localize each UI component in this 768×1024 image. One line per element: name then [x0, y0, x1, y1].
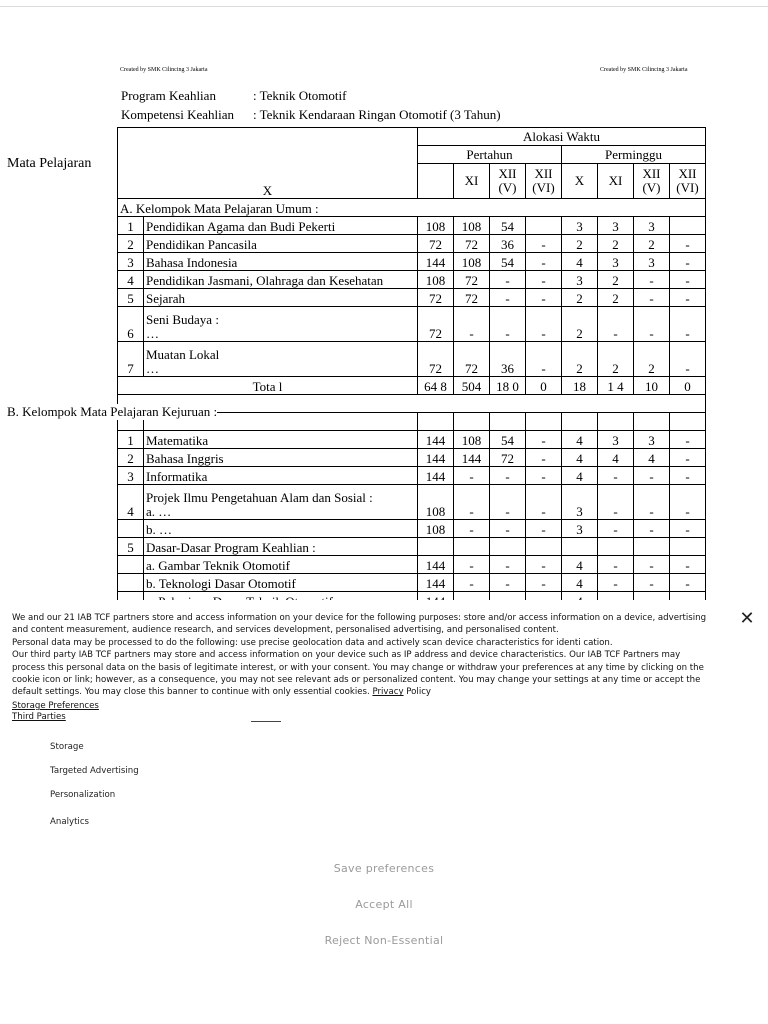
- row-number: 4: [118, 485, 144, 520]
- value-cell: -: [670, 449, 706, 467]
- value-cell: -: [526, 342, 562, 377]
- period-header: XII (V): [634, 164, 670, 199]
- value-cell: -: [598, 556, 634, 574]
- subject-name: [144, 467, 418, 485]
- empty-cell: [670, 413, 706, 431]
- value-cell: 108: [454, 431, 490, 449]
- value-cell: 108: [418, 271, 454, 289]
- subject-label: Informatika: [146, 469, 208, 484]
- value-cell: -: [526, 289, 562, 307]
- accept-all-button[interactable]: Accept All: [355, 898, 413, 911]
- value-cell: 2: [562, 235, 598, 253]
- value-cell: 4: [562, 253, 598, 271]
- value-cell: -: [454, 467, 490, 485]
- value-cell: 3: [634, 431, 670, 449]
- table-row: [118, 431, 706, 449]
- empty-cell: [562, 413, 598, 431]
- period-header: [418, 164, 454, 199]
- cookie-consent-banner: [0, 600, 768, 1024]
- value-cell: 3: [598, 253, 634, 271]
- row-number: [118, 556, 144, 574]
- kompetensi-value: : Teknik Kendaraan Ringan Otomotif (3 Tahun): [253, 107, 501, 122]
- total-label: Tota l: [118, 377, 418, 395]
- value-cell: -: [526, 431, 562, 449]
- value-cell: 4: [634, 449, 670, 467]
- consent-paragraph-3: Our third party IAB TCF partners may store and access information on your device such as IP address and device characteristics. Our IAB TCF Partners may process this personal data on the basis of legitimate interest, or with your consent. You may change or withdraw your preferences at any time by clicking on the cookie icon or link; however, as a consequence, you may not see relevant ads or personalized content. You may change your settings at any time or accept the default settings. You may close this banner to continue with only essential cookies. Privacy Policy: [12, 650, 704, 698]
- value-cell: 4: [598, 449, 634, 467]
- period-header: XII (V): [490, 164, 526, 199]
- value-cell: 144: [418, 574, 454, 592]
- value-cell: -: [526, 271, 562, 289]
- value-cell: -: [634, 467, 670, 485]
- subject-name: [144, 307, 418, 342]
- value-cell: -: [634, 556, 670, 574]
- empty-cell: [598, 413, 634, 431]
- total-cell: 1 4: [598, 377, 634, 395]
- mata-pelajaran-label: Mata Pelajaran: [7, 156, 92, 171]
- row-number: 1: [118, 217, 144, 235]
- pertahun-header: Pertahun: [418, 146, 562, 164]
- subject-name: [144, 271, 418, 289]
- consent-text: [12, 612, 712, 699]
- value-cell: -: [490, 574, 526, 592]
- value-cell: 72: [418, 342, 454, 377]
- consent-links: [12, 701, 99, 723]
- row-number: [118, 520, 144, 538]
- total-cell: 0: [526, 377, 562, 395]
- kompetensi-row: [121, 107, 501, 123]
- value-cell: 144: [418, 431, 454, 449]
- kompetensi-label: Kompetensi Keahlian: [121, 107, 234, 122]
- subject-label: Pendidikan Agama dan Budi Pekerti: [146, 219, 336, 234]
- subject-label: Muatan Lokal: [146, 347, 220, 362]
- close-icon[interactable]: ✕: [739, 608, 755, 629]
- table-row: [118, 520, 706, 538]
- curriculum-table: [117, 127, 706, 610]
- value-cell: -: [598, 520, 634, 538]
- table-row: [118, 289, 706, 307]
- subject-sub-label: a. …: [146, 504, 172, 519]
- program-value: : Teknik Otomotif: [253, 88, 347, 103]
- value-cell: -: [490, 307, 526, 342]
- subject-label: Pendidikan Jasmani, Olahraga dan Kesehatan: [146, 273, 384, 288]
- row-number: 4: [118, 271, 144, 289]
- subject-label: b. Teknologi Dasar Otomotif: [146, 576, 296, 591]
- value-cell: 2: [562, 342, 598, 377]
- row-number: 3: [118, 467, 144, 485]
- category-personalization[interactable]: Personalization: [50, 790, 116, 800]
- value-cell: 72: [454, 342, 490, 377]
- subject-label: b. …: [146, 522, 172, 537]
- row-number: 3: [118, 253, 144, 271]
- table-row: [118, 538, 706, 556]
- value-cell: -: [598, 467, 634, 485]
- empty-cell: [634, 413, 670, 431]
- value-cell: -: [490, 467, 526, 485]
- subject-header-cell: X: [118, 128, 418, 199]
- value-cell: 144: [418, 253, 454, 271]
- value-cell: [634, 538, 670, 556]
- value-cell: -: [670, 307, 706, 342]
- value-cell: [670, 217, 706, 235]
- value-cell: -: [454, 556, 490, 574]
- value-cell: -: [634, 574, 670, 592]
- value-cell: 144: [418, 449, 454, 467]
- value-cell: 36: [490, 235, 526, 253]
- credit-left: Created by SMK Cilincing 3 Jakarta: [120, 67, 208, 73]
- subject-name: [144, 574, 418, 592]
- category-analytics[interactable]: Analytics: [50, 817, 90, 827]
- period-header: XII (VI): [526, 164, 562, 199]
- value-cell: -: [670, 520, 706, 538]
- value-cell: 108: [454, 253, 490, 271]
- subject-name: [144, 520, 418, 538]
- value-cell: -: [526, 253, 562, 271]
- total-cell: 64 8: [418, 377, 454, 395]
- subject-label: Seni Budaya :: [146, 312, 219, 327]
- row-number: 2: [118, 449, 144, 467]
- program-label: Program Keahlian: [121, 88, 216, 103]
- credit-right: Created by SMK Cilincing 3 Jakarta: [600, 67, 688, 73]
- alokasi-header: Alokasi Waktu: [418, 128, 706, 146]
- value-cell: 2: [598, 289, 634, 307]
- value-cell: 3: [598, 431, 634, 449]
- value-cell: [454, 538, 490, 556]
- value-cell: 108: [418, 217, 454, 235]
- divider: [251, 721, 281, 722]
- subject-name: [144, 235, 418, 253]
- value-cell: -: [526, 307, 562, 342]
- value-cell: -: [526, 520, 562, 538]
- subject-label: Bahasa Inggris: [146, 451, 224, 466]
- value-cell: -: [526, 574, 562, 592]
- subject-label: Pendidikan Pancasila: [146, 237, 257, 252]
- row-number: [118, 574, 144, 592]
- value-cell: [598, 538, 634, 556]
- empty-cell: [526, 413, 562, 431]
- total-cell: 0: [670, 377, 706, 395]
- value-cell: -: [490, 271, 526, 289]
- value-cell: 4: [562, 556, 598, 574]
- value-cell: -: [598, 485, 634, 520]
- subject-name: [144, 289, 418, 307]
- total-row: [118, 377, 706, 395]
- table-row: [118, 342, 706, 377]
- value-cell: 144: [454, 449, 490, 467]
- value-cell: 54: [490, 253, 526, 271]
- value-cell: -: [670, 342, 706, 377]
- value-cell: [562, 538, 598, 556]
- row-number: 7: [118, 342, 144, 377]
- subject-name: [144, 253, 418, 271]
- value-cell: -: [526, 467, 562, 485]
- value-cell: 72: [490, 449, 526, 467]
- table-row: [118, 449, 706, 467]
- value-cell: -: [634, 271, 670, 289]
- program-keahlian-row: [121, 88, 346, 104]
- consent-paragraph-2: Personal data may be processed to do the following: use precise geolocation data and actively scan device characteristics for identi cation.: [12, 637, 613, 648]
- value-cell: 2: [634, 342, 670, 377]
- value-cell: -: [634, 520, 670, 538]
- value-cell: -: [526, 556, 562, 574]
- consent-paragraph-1: We and our 21 IAB TCF partners store and access information on your device for the following purposes: store and/or access information on a device, advertising and content measurement, audience research, and services development, personalised advertising, and personalised content.: [12, 613, 707, 636]
- value-cell: 54: [490, 431, 526, 449]
- group-b-label: B. Kelompok Mata Pelajaran Kejuruan :: [7, 404, 218, 419]
- value-cell: -: [634, 307, 670, 342]
- table-row: [118, 235, 706, 253]
- value-cell: -: [490, 289, 526, 307]
- value-cell: [526, 538, 562, 556]
- empty-cell: [454, 413, 490, 431]
- period-header: XI: [598, 164, 634, 199]
- subject-name: [144, 556, 418, 574]
- table-row: [118, 574, 706, 592]
- table-row: [118, 271, 706, 289]
- subject-name: [144, 431, 418, 449]
- value-cell: 72: [454, 271, 490, 289]
- empty-cell: [418, 413, 454, 431]
- value-cell: -: [670, 485, 706, 520]
- value-cell: -: [670, 253, 706, 271]
- value-cell: 72: [418, 289, 454, 307]
- subject-label: Projek Ilmu Pengetahuan Alam dan Sosial :: [146, 490, 373, 505]
- value-cell: 72: [418, 307, 454, 342]
- value-cell: 3: [562, 485, 598, 520]
- storage-preferences-link[interactable]: Storage Preferences: [12, 701, 99, 711]
- total-cell: 18 0: [490, 377, 526, 395]
- value-cell: -: [598, 307, 634, 342]
- save-preferences-button[interactable]: Save preferences: [333, 862, 435, 875]
- value-cell: 72: [454, 235, 490, 253]
- value-cell: -: [670, 556, 706, 574]
- value-cell: 4: [562, 467, 598, 485]
- value-cell: 3: [634, 253, 670, 271]
- value-cell: 2: [598, 342, 634, 377]
- subject-label: Matematika: [146, 433, 209, 448]
- table-row: [118, 217, 706, 235]
- category-targeted-advertising[interactable]: Targeted Advertising: [50, 766, 139, 776]
- table-row: [118, 467, 706, 485]
- period-header: X: [562, 164, 598, 199]
- value-cell: 108: [418, 520, 454, 538]
- value-cell: 4: [562, 449, 598, 467]
- value-cell: -: [670, 431, 706, 449]
- row-number: 1: [118, 431, 144, 449]
- value-cell: -: [526, 235, 562, 253]
- period-header: XII (VI): [670, 164, 706, 199]
- value-cell: -: [634, 289, 670, 307]
- total-cell: 504: [454, 377, 490, 395]
- row-number: 6: [118, 307, 144, 342]
- subject-name: [144, 217, 418, 235]
- value-cell: 2: [562, 307, 598, 342]
- group-a-label: A. Kelompok Mata Pelajaran Umum :: [118, 199, 706, 217]
- value-cell: [526, 217, 562, 235]
- value-cell: 3: [562, 217, 598, 235]
- value-cell: -: [670, 271, 706, 289]
- value-cell: -: [454, 574, 490, 592]
- value-cell: 108: [454, 217, 490, 235]
- value-cell: 2: [598, 271, 634, 289]
- value-cell: -: [634, 485, 670, 520]
- privacy-link[interactable]: Privacy: [372, 687, 404, 698]
- value-cell: 3: [598, 217, 634, 235]
- subject-label: Bahasa Indonesia: [146, 255, 238, 270]
- subject-name: [144, 449, 418, 467]
- subject-name: [144, 538, 418, 556]
- value-cell: -: [598, 574, 634, 592]
- empty-cell: [490, 413, 526, 431]
- total-cell: 10: [634, 377, 670, 395]
- value-cell: 108: [418, 485, 454, 520]
- reject-non-essential-button[interactable]: Reject Non-Essential: [324, 934, 444, 947]
- table-row: [118, 556, 706, 574]
- period-header: XI: [454, 164, 490, 199]
- value-cell: 3: [562, 520, 598, 538]
- value-cell: 54: [490, 217, 526, 235]
- value-cell: -: [670, 467, 706, 485]
- value-cell: -: [490, 485, 526, 520]
- subject-label: Sejarah: [146, 291, 185, 306]
- value-cell: -: [454, 307, 490, 342]
- value-cell: -: [490, 556, 526, 574]
- subject-name: [144, 485, 418, 520]
- subject-sub-label: …: [146, 326, 159, 341]
- value-cell: 36: [490, 342, 526, 377]
- value-cell: 3: [562, 271, 598, 289]
- value-cell: 2: [562, 289, 598, 307]
- third-parties-link[interactable]: Third Parties: [12, 712, 66, 722]
- value-cell: -: [670, 574, 706, 592]
- value-cell: -: [454, 520, 490, 538]
- value-cell: -: [526, 449, 562, 467]
- value-cell: 72: [454, 289, 490, 307]
- value-cell: [670, 538, 706, 556]
- row-number: 5: [118, 538, 144, 556]
- subject-label: a. Gambar Teknik Otomotif: [146, 558, 290, 573]
- value-cell: -: [490, 520, 526, 538]
- subject-name: [144, 342, 418, 377]
- subject-sub-label: …: [146, 361, 159, 376]
- value-cell: 3: [634, 217, 670, 235]
- row-number: 2: [118, 235, 144, 253]
- value-cell: 144: [418, 556, 454, 574]
- value-cell: 2: [598, 235, 634, 253]
- value-cell: 4: [562, 574, 598, 592]
- value-cell: [418, 538, 454, 556]
- value-cell: 4: [562, 431, 598, 449]
- value-cell: 2: [634, 235, 670, 253]
- category-storage[interactable]: Storage: [50, 742, 84, 752]
- value-cell: -: [454, 485, 490, 520]
- perminggu-header: Perminggu: [562, 146, 706, 164]
- table-row: [118, 253, 706, 271]
- value-cell: -: [670, 235, 706, 253]
- value-cell: 144: [418, 467, 454, 485]
- subject-label: Dasar-Dasar Program Keahlian :: [146, 540, 316, 555]
- value-cell: -: [670, 289, 706, 307]
- value-cell: -: [526, 485, 562, 520]
- value-cell: [490, 538, 526, 556]
- total-cell: 18: [562, 377, 598, 395]
- table-row: [118, 485, 706, 520]
- value-cell: 72: [418, 235, 454, 253]
- row-number: 5: [118, 289, 144, 307]
- table-row: [118, 307, 706, 342]
